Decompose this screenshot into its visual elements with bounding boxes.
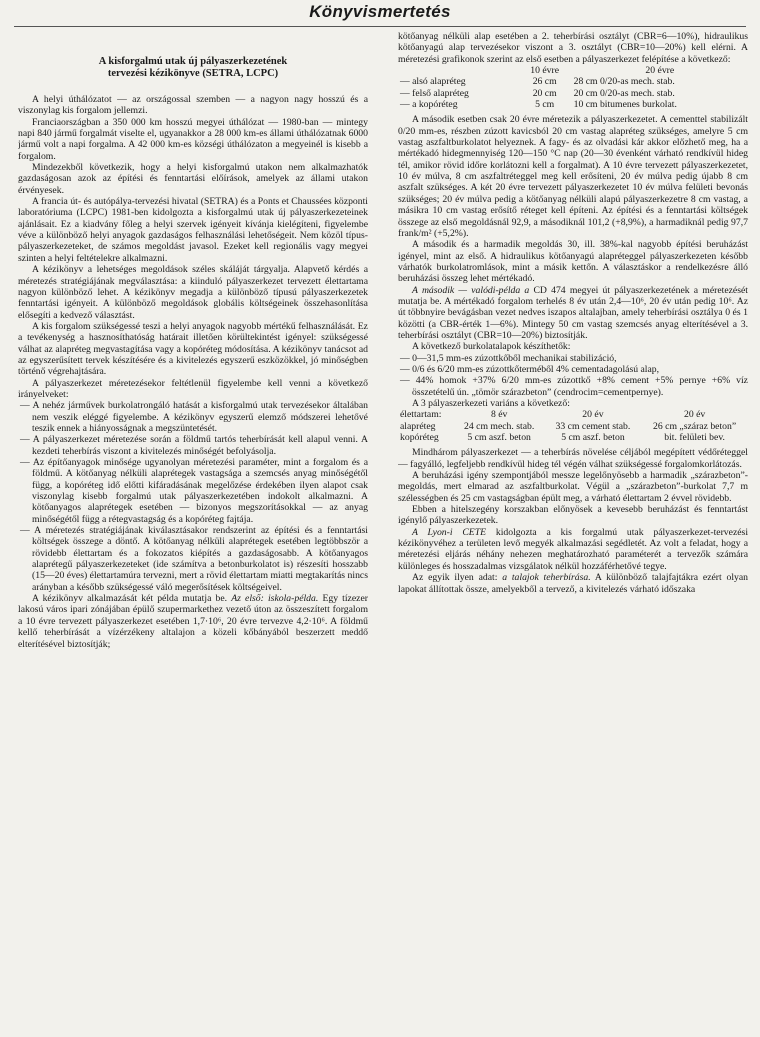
- table-cell: — felső alapréteg: [400, 87, 469, 99]
- table-cell: 8 év: [490, 409, 508, 421]
- table-cell: bit. felületi bev.: [664, 432, 725, 444]
- table-cell: 20 cm: [532, 87, 557, 99]
- header-rule: [14, 26, 746, 27]
- table-cell: 10 cm bitumenes burkolat.: [573, 99, 677, 111]
- table-cell: 28 cm 0/20-as mech. stab.: [573, 76, 675, 88]
- paragraph: Ebben a hitelszegény korszakban előnyösek a kevesebb beruházást és fenntartást igénylő pályaszerkezetek.: [398, 504, 748, 527]
- paragraph: A pályaszerkezet méretezésekor feltétlenül figyelembe kell venni a következő irányelveket:: [18, 377, 368, 400]
- table-row: [398, 88, 748, 99]
- list-item: — Az építőanyagok minősége ugyanolyan méretezési paraméter, mint a forgalom és a földmű. A kötőanyag nélküli alaprétegek vastagsága a szemcsés anyag minőségétől függ, a kopóréteg idő előtti kifáradásának megelőzése érdekében ilyen alapot csak viszonylag kisebb forgalmú utak pályaszerkezetében indokolt alkalmazni. A kötőanyagos alaprétegek esetében — bizonyos megszorításokkal — az anyag minőségétől függ a rétegvastagság és a kopóréteg fajtája.: [20, 457, 368, 525]
- table-cell: élettartam:: [400, 409, 442, 421]
- article-title-line2: tervezési kézikönyve (SETRA, LCPC): [107, 68, 279, 79]
- table-cell: 5 cm aszf. beton: [561, 432, 625, 444]
- table-cell: 33 cm cement stab.: [555, 420, 631, 432]
- paragraph: A kézikönyv a lehetséges megoldások széles skáláját tárgyalja. Alapvető kérdés a méretezés stratégiájának megválasztása: a kiinduló pályaszerkezet tervezett élettartama nagyon különböző lehet. A kézikönyv megadja a különböző típusú pályaszerkezetek fenntartási igényeit. A különböző megoldások globális költségeinek összehasonlítása elősegíti a kedvező választást.: [18, 264, 368, 321]
- table-row: [398, 421, 748, 432]
- table-header: 10 évre: [530, 65, 560, 77]
- paragraph: [18, 593, 368, 650]
- article-title-line1: A kisforgalmú utak új pályaszerkezetének: [98, 56, 288, 67]
- list-item: — A nehéz járművek burkolatrongáló hatását a kisforgalmú utak tervezésekor általában nem veszik eléggé figyelembe. A kézikönyv egyszerű elemző módszerei lehetővé teszik ennek a hiányosságnak a megszüntetését.: [20, 400, 368, 434]
- paragraph: A beruházási igény szempontjából messze legelőnyösebb a harmadik „szárazbeton”-megoldás, mert elmarad az aszfaltburkolat. Végül a „szárazbeton”-burkolat 7,7 m szélességben és 25 cm vastagságban épült meg, a várható élettartam 2 évvel rövidebb.: [398, 470, 748, 504]
- organization-name: A Lyon-i CETE: [412, 526, 487, 538]
- table-cell: 26 cm: [532, 76, 557, 88]
- text-run: Az egyik ilyen adat:: [412, 572, 498, 584]
- table-row: [398, 99, 748, 110]
- paragraph: A második és a harmadik megoldás 30, ill. 38%-kal nagyobb építési beruházást igényel, mint az első. A hidraulikus kötőanyagú alapréteggel pályaszerkezeten később várhatók burkolatromlások, mint a másik kettőn. A választáskor a rendelkezésre álló beruházási összeg lehet mértékadó.: [398, 239, 748, 285]
- paragraph: A kis forgalom szükségessé teszi a helyi anyagok nagyobb mértékű felhasználását. Ez a tevékenység a hasznosíthatóság határait illetően körültekintést igényel: szükségessé válhat az alapréteg megvastagítása vagy a kopóréteg módosítása. A kézikönyv tanácsot ad az egyszerűsített tervek készítésére és a kivitelezés egyszerű eszközökkel, jó minőségben történő végrehajtására.: [18, 320, 368, 378]
- paragraph: Franciaországban a 350 000 km hosszú megyei úthálózat — 1980-ban — mintegy napi 840 jármű forgalmát viselte el, ugyanakkor a 28 000 km-es állami úthálózatnak 6000 jármű volt a napi forgalma. A 42 000 km-es községi úthálózaton a megyeinél is kisebb a forgalom.: [18, 116, 368, 162]
- paragraph: A második esetben csak 20 évre méretezik a pályaszerkezetet. A cementtel stabilizált 0/20 mm-es, részben zúzott kavicsból 20 cm vastag alapréteg szükséges, amelyre 5 cm vastag aszfaltburkolatot helyeznek. A fagy- és az olvadási kár akkor előzhető meg, ha a mértékadó hidegmennyiség 120—150 °C nap (20—30 évenként várható rendkívül hideg tél, amikor rövid időre korlátozni kell a forgalmat). A 10 évre tervezett pályaszerkezetet, 10 év múlva, 8 cm aszfaltréteggel meg kell erősíteni, 20 év múlva pedig újabb 8 cm aszfalt szükséges. A két 20 évre tervezett pályaszerkezetet 10 év múlva felületi bevonás szükséges; 20 év múlva pedig a kötőanyag nélküli alapú pályaszerkezetre 8 cm vastag, a másikra 10 cm vastag erősítő réteget kell építeni. Az építési és a fenntartási költségek összege az első megoldásnál 92,9, a másodiknál 101,2 (+8,9%), a harmadiknál pedig 97,7 frank/m² (+5,2%).: [398, 114, 748, 239]
- paragraph: A 3 pályaszerkezeti variáns a következő:: [412, 398, 570, 409]
- table-cell: — a kopóréteg: [400, 99, 458, 111]
- section-title: Könyvismertetés: [309, 2, 451, 21]
- list-item: — 0/6 és 6/20 mm-es zúzottkőterméből 4% cementadagolású alap,: [400, 363, 660, 375]
- table-cell: kopóréteg: [400, 432, 439, 444]
- table-cell: 20 cm 0/20-as mech. stab.: [573, 87, 675, 99]
- table-cell: alapréteg: [400, 420, 436, 432]
- table-row: [398, 432, 748, 443]
- table-cell: 20 év: [582, 409, 604, 421]
- structure-table: [398, 65, 748, 110]
- table-header: 20 évre: [645, 65, 675, 77]
- table-cell: 5 cm aszf. beton: [467, 432, 531, 444]
- list-item: — 0—31,5 mm-es zúzottkőből mechanikai stabilizáció,: [400, 352, 617, 364]
- text-run: A különböző talajfajtákra ezért olyan lapokat állítottak össze, amelyekből a tervező, a kivitelezés várható időszaka: [398, 572, 748, 595]
- article-title: [18, 56, 368, 80]
- table-cell: 20 év: [683, 409, 706, 421]
- example-label: A második — valódi-példa a: [412, 284, 530, 296]
- paragraph: [398, 572, 748, 595]
- paragraph: Mindhárom pályaszerkezet — a teherbírás növelése céljából megépített védőréteggel — fagyálló, legfeljebb rendkívül hideg tél végén válhat szükségessé forgalomkorlátozás.: [398, 447, 748, 470]
- example-label: Az első: iskola-példa.: [231, 593, 319, 605]
- paragraph: A helyi úthálózatot — az országossal szemben — a nagyon nagy hosszú és a viszonylag kis forgalom jellemzi.: [18, 94, 368, 117]
- paragraph: Mindezekből következik, hogy a helyi kisforgalmú utakon nem alkalmazhatók gazdaságosan azok az építési és fenntartási előírások, amelyek az állami utakon érvényesek.: [18, 162, 368, 196]
- paragraph: kötőanyag nélküli alap esetében a 2. teherbírási osztályt (CBR=6—10%), hidraulikus kötőanyagú alap tervezésekor viszont a 3. osztályt (CBR=10—20%) kell elérni. A méretezési grafikonok szerint az első esetben a pályaszerkezet felépítése a következő:: [398, 31, 748, 65]
- table-cell: 24 cm mech. stab.: [464, 420, 535, 432]
- table-cell: — alsó alapréteg: [400, 76, 466, 88]
- paragraph: A francia út- és autópálya-tervezési hivatal (SETRA) és a Ponts et Chaussées központi laboratóriuma (LCPC) 1981-ben kidolgozta a kisforgalmú utak új pályaszerkezeteinek ajánlásait. Ez a kiadvány főleg a helyi szervek igényeit kívánja kielégíteni, figyelembe véve a különböző helyi anyagok gazdaságos felhasználási lehetőségeit. Nem közöl típus-pályaszerkezeteket, de számos megoldást javasol. Ezeket kell regionális vagy megyei szinten a helyi feltételekre alkalmazni.: [18, 196, 368, 264]
- variant-table: [398, 409, 748, 443]
- text-run: A kézikönyv alkalmazását két példa mutatja be.: [32, 593, 228, 605]
- list-item: — A pályaszerkezet méretezése során a földmű tartós teherbírását kell alapul venni. A kezdeti teherbírás viszont a kivitelezés minőségét befolyásolja.: [20, 434, 368, 457]
- paragraph: [398, 527, 748, 572]
- table-cell: 26 cm „száraz beton”: [653, 420, 737, 432]
- table-row: [398, 409, 748, 420]
- table-row: [398, 76, 748, 87]
- emphasis: a talajok teherbírása.: [502, 572, 591, 584]
- text-run: kidolgozta a kis forgalmú utak pályaszerkezet-tervezési kézikönyvéhez a területen levő megyék alkalmazási segédletét. Az volt a feladat, hogy a méretezési eljárás néhány nehezen meghatározható paraméterét a tervezők számára különleges és hosszadalmas vizsgálatok nélkül hozzáférhetővé tegye.: [398, 526, 748, 572]
- text-run: CD 474 megyei út pályaszerkezetének a méretezését mutatja be. A mértékadó forgalom terhelés 8 év után 2,4—10⁶, 20 év után pedig 10⁶. Az út többnyire bevágásban vezet nedves iszapos altalajban, amely teherbírási osztálya 0 és 1 közötti (a CBR-érték 1—6%). Mintegy 50 cm vastag szemcsés anyag elterítésével a 3. teherbírási osztályt (CBR=10—20%) biztosítják.: [398, 284, 748, 341]
- text-run: Egy tízezer lakosú város ipari zónájában épülő szupermarkethez vezető úton az összeszített forgalom a 10 évre tervezett pályaszerkezet esetében 1,7·10⁶, 20 évre tervezve 4,2·10⁶. A földmű kellő teherbírását a vízérzékeny altalajon a közeli kőbányából beszerzett meddő elterítésével biztosítják;: [18, 593, 368, 650]
- paragraph: A következő burkolatalapok készíthetők:: [412, 341, 571, 353]
- right-column: [398, 31, 748, 1031]
- list-item: — A méretezés stratégiájának kiválasztásakor rendszerint az építési és a fenntartási költségek összege a döntő. A kötőanyag nélküli alaprétegek esetében legtöbbször a rövidebb élettartam és a fokozatos kiépítés a gazdaságosabb. A kötőanyagos alaprétegű pályaszerkezeteket (ide számítva a betonburkolatot is) részesíti hosszabb (15—20 éves) élettartamúra tervezni, mert a rövid élettartam miatti megtakarítás nincs arányban a később szükségessé váló megerősítések költségeivel.: [20, 525, 368, 593]
- table-cell: 5 cm: [535, 99, 555, 111]
- paragraph: [398, 285, 748, 342]
- left-column: [18, 34, 368, 1034]
- list-item: — 44% homok +37% 6/20 mm-es zúzottkő +8% cement +5% pernye +6% víz összetételű ún. „tömör szárazbeton” (cendrocim=cementpernye).: [400, 375, 748, 398]
